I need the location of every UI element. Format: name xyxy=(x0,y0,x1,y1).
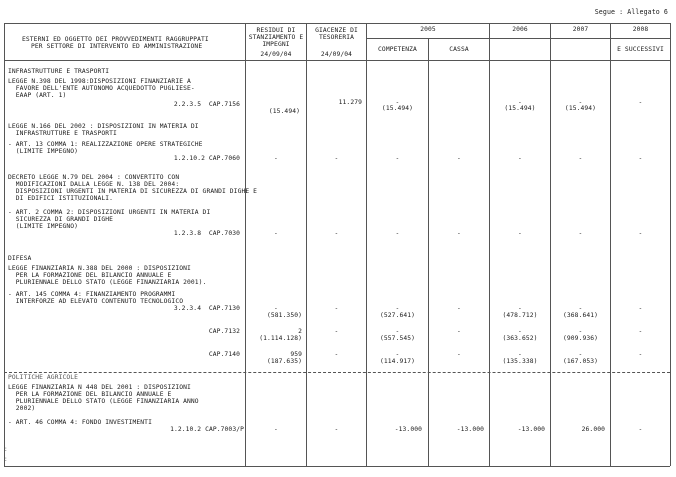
block4-r2-2007-dash: - xyxy=(578,328,583,335)
section-title-politiche-agricole: POLITICHE AGRICOLE xyxy=(8,374,79,381)
block4-line2: PER LA FORMAZIONE DEL BILANCIO ANNUALE E xyxy=(8,272,172,279)
col-divider-2005 xyxy=(489,23,490,466)
block3-2008: - xyxy=(638,230,643,237)
header-giacenze-date: 24/09/04 xyxy=(320,51,353,58)
block3-giacenze: - xyxy=(334,230,339,237)
block4-r2-2007: (909.936) xyxy=(562,335,599,342)
block4-line1: LEGGE FINANZIARIA N.388 DEL 2000 : DISPOSIZIONI xyxy=(8,265,191,272)
block1-line3: EAAP (ART. 1) xyxy=(8,92,67,99)
block4-r3-residui: (187.635) xyxy=(266,358,302,365)
header-successivi: E SUCCESSIVI xyxy=(617,46,664,53)
block5-line5: - ART. 46 COMMA 4: FONDO INVESTIMENTI xyxy=(8,419,152,426)
agricole-separator xyxy=(4,372,670,373)
block2-cap: 1.2.10.2 CAP.7060 xyxy=(173,155,240,162)
block3-line6: SICUREZZA DI GRANDI DIGHE xyxy=(8,216,114,223)
block4-r2-comp-dash: - xyxy=(395,328,400,335)
block4-r3-comp-dash: - xyxy=(395,351,400,358)
col-divider-residui xyxy=(306,23,307,466)
block4-r3-2008: - xyxy=(638,351,643,358)
header-residui-date: 24/09/04 xyxy=(260,51,292,58)
block4-cap7130: 3.2.3.4 CAP.7130 xyxy=(173,305,240,312)
block2-comp: - xyxy=(395,155,400,162)
block4-r2-comp: (557.545) xyxy=(379,335,416,342)
col-divider-comp xyxy=(428,38,429,466)
block5-line1: LEGGE FINANZIARIA N 448 DEL 2001 : DISPOSIZIONI xyxy=(8,384,191,391)
header-residui-3: IMPEGNI xyxy=(262,41,290,48)
block4-r1-giacenze: - xyxy=(334,305,339,312)
block4-r1-2006: (478.712) xyxy=(502,312,538,319)
col-divider-2006 xyxy=(550,23,551,466)
block2-residui: - xyxy=(274,155,278,162)
block5-cap: 1.2.10.2 CAP.7003/P xyxy=(170,426,244,433)
block4-r2-giacenze: - xyxy=(334,328,339,335)
block1-cap: 2.2.3.5 CAP.7156 xyxy=(173,101,240,108)
col-divider-giacenze xyxy=(366,23,367,466)
header-giacenze-1: GIACENZE DI xyxy=(315,27,358,34)
block1-2008: - xyxy=(638,99,643,106)
block4-r1-2007: (368.641) xyxy=(562,312,599,319)
block4-r3-2006: (135.338) xyxy=(502,358,538,365)
header-bottom-border xyxy=(4,60,670,61)
header-competenza: COMPETENZA xyxy=(378,46,417,53)
block4-r2-cassa: - xyxy=(457,328,461,335)
block1-2006-dash: - xyxy=(518,99,522,106)
block4-r1-2006-dash: - xyxy=(518,305,522,312)
block2-giacenze: - xyxy=(334,155,339,162)
table-right-border xyxy=(670,23,671,466)
block1-residui: (15.494) xyxy=(268,108,300,115)
block2-line2: INFRASTRUTTURE E TRASPORTI xyxy=(8,130,117,137)
block3-line4: DI EDIFICI ISTITUZIONALI. xyxy=(8,195,114,202)
block1-2007: (15.494) xyxy=(564,105,597,112)
block2-line4: (LIMITE IMPEGNO) xyxy=(8,148,79,155)
block3-cassa: - xyxy=(457,230,461,237)
block4-line5: INTERFORZE AD ELEVATO CONTENUTO TECNOLOGICO xyxy=(8,298,184,305)
block3-2007: - xyxy=(578,230,583,237)
block5-line4: 2002) xyxy=(8,405,36,412)
header-residui-1: RESIDUI DI xyxy=(256,27,296,34)
block4-r3-comp: (114.917) xyxy=(379,358,416,365)
header-description-2: PER SETTORE DI INTERVENTO ED AMMINISTRAZIONE xyxy=(31,43,203,50)
section-title-infrastrutture: INFRASTRUTTURE E TRASPORTI xyxy=(8,68,110,75)
block2-2008: - xyxy=(638,155,643,162)
table-bottom-border xyxy=(4,466,670,467)
block4-r3-res-a: 959 xyxy=(290,351,302,358)
block4-cap7132: CAP.7132 xyxy=(208,328,240,335)
block3-line1: DECRETO LEGGE N.79 DEL 2004 : CONVERTITO CON xyxy=(8,174,180,181)
block3-line2: MODIFICAZIONI DALLA LEGGE N. 138 DEL 2004: xyxy=(8,181,180,188)
header-year-2005: 2005 xyxy=(420,26,436,33)
block3-line7: (LIMITE IMPEGNO) xyxy=(8,223,79,230)
block1-2006: (15.494) xyxy=(504,105,536,112)
block4-r1-2007-dash: - xyxy=(578,305,583,312)
block4-r3-2007-dash: - xyxy=(578,351,583,358)
header-residui-2: STANZIAMENTO E xyxy=(248,34,304,41)
block5-2006: -13.000 xyxy=(517,426,545,433)
block4-cap7140: CAP.7140 xyxy=(208,351,240,358)
block5-giacenze: - xyxy=(334,426,339,433)
block5-2008: - xyxy=(638,426,643,433)
scan-mark: : xyxy=(4,456,8,463)
header-year-2006: 2006 xyxy=(512,26,528,33)
block5-line2: PER LA FORMAZIONE DEL BILANCIO ANNUALE E xyxy=(8,391,172,398)
table-top-border xyxy=(4,23,670,24)
block4-r3-cassa: - xyxy=(457,351,461,358)
block2-cassa: - xyxy=(457,155,461,162)
scan-mark: : xyxy=(4,446,8,453)
block5-residui: - xyxy=(274,426,278,433)
block4-r2-2008: - xyxy=(638,328,643,335)
block4-line4: - ART. 145 COMMA 4: FINANZIAMENTO PROGRAMMI xyxy=(8,291,176,298)
block1-giacenze: 11.279 xyxy=(338,99,362,106)
block4-line3: PLURIENNALE DELLO STATO (LEGGE FINANZIARIA 2001). xyxy=(8,279,207,286)
block2-2006: - xyxy=(518,155,522,162)
block2-line1: LEGGE N.166 DEL 2002 : DISPOSIZIONI IN MATERIA DI xyxy=(8,123,199,130)
block2-2007: - xyxy=(578,155,583,162)
block4-r2-2006: (363.652) xyxy=(502,335,538,342)
block2-line3: - ART. 13 COMMA 1: REALIZZAZIONE OPERE STRATEGICHE xyxy=(8,141,203,148)
subheader-line xyxy=(366,38,670,39)
block3-comp: - xyxy=(395,230,400,237)
block4-r1-cassa: - xyxy=(457,305,461,312)
block4-r1-comp: (527.641) xyxy=(379,312,416,319)
block5-cassa: -13.000 xyxy=(456,426,484,433)
table-left-border xyxy=(4,23,5,466)
section-title-difesa: DIFESA xyxy=(8,255,32,262)
block4-r1-res-dash: - xyxy=(274,305,278,312)
header-giacenze-2: TESORERIA xyxy=(318,34,355,41)
block3-line3: DISPOSIZIONI URGENTI IN MATERIA DI SICUREZZA DI GRANDI DIGHE E xyxy=(8,188,258,195)
block5-comp: -13.000 xyxy=(394,426,422,433)
col-divider-desc xyxy=(245,23,246,466)
block4-r3-2007: (167.053) xyxy=(562,358,599,365)
block3-2006: - xyxy=(518,230,522,237)
block4-r3-giacenze: - xyxy=(334,351,339,358)
header-year-2008: 2008 xyxy=(632,26,649,33)
block1-comp: (15.494) xyxy=(381,105,414,112)
block1-2007-dash: - xyxy=(578,99,583,106)
block4-r1-residui: (581.350) xyxy=(266,312,302,319)
block1-line2: FAVORE DELL'ENTE AUTONOMO ACQUEDOTTO PUGLIESE- xyxy=(8,85,195,92)
header-description-1: ESTERNI ED OGGETTO DEI PROVVEDIMENTI RAGGRUPPATI xyxy=(22,36,209,43)
block4-r1-2008: - xyxy=(638,305,643,312)
col-divider-2007 xyxy=(610,23,611,466)
block4-r2-2006-dash: - xyxy=(518,328,522,335)
header-cassa: CASSA xyxy=(449,46,469,53)
block4-r2-residui: (1.114.128) xyxy=(259,335,302,342)
block5-2007: 26.000 xyxy=(581,426,605,433)
block3-cap: 1.2.3.8 CAP.7030 xyxy=(173,230,240,237)
header-year-2007: 2007 xyxy=(572,26,589,33)
page-reference: Segue : Allegato 6 xyxy=(594,8,668,16)
block4-r1-comp-dash: - xyxy=(395,305,400,312)
block5-line3: PLURIENNALE DELLO STATO (LEGGE FINANZIARIA ANNO xyxy=(8,398,199,405)
block3-residui: - xyxy=(274,230,278,237)
block4-r2-res-a: 2 xyxy=(298,328,302,335)
block1-line1: LEGGE N.398 DEL 1998:DISPOSIZIONI FINANZIARIE A xyxy=(8,78,191,85)
block3-line5: - ART. 2 COMMA 2: DISPOSIZIONI URGENTI IN MATERIA DI xyxy=(8,209,211,216)
block1-comp-dash: - xyxy=(395,99,400,106)
block4-r3-2006-dash: - xyxy=(518,351,522,358)
